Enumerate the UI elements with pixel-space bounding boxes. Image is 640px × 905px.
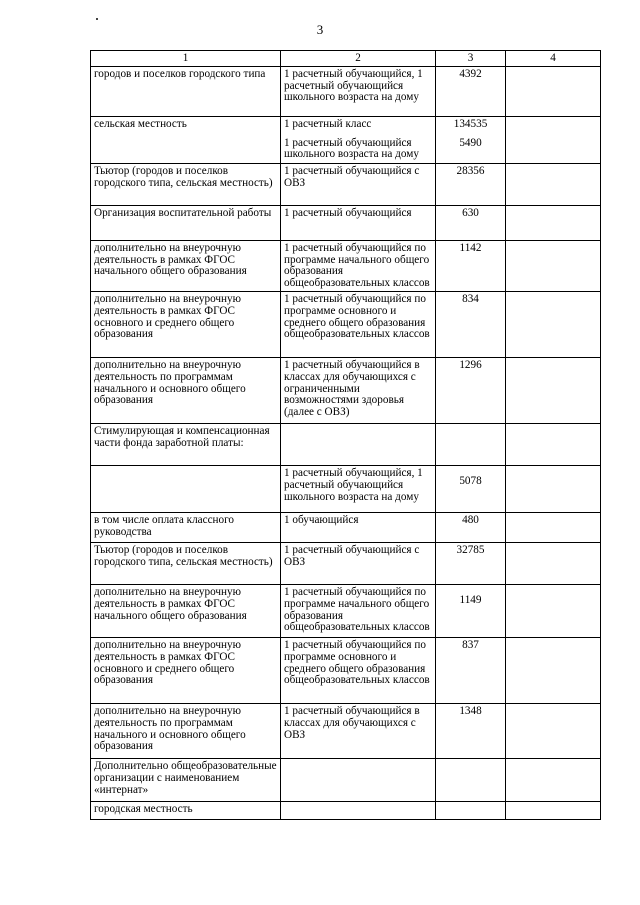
table-row — [91, 67, 601, 117]
row-col4 — [506, 638, 601, 704]
header-col-1: 1 — [91, 51, 281, 67]
row-col4 — [506, 424, 601, 466]
row-category: в том числе оплата классного руководства — [91, 513, 281, 543]
table-row — [91, 241, 601, 292]
row-value: 834 — [436, 292, 506, 358]
row-unit-line: 1 расчетный класс — [284, 118, 372, 130]
table-row — [91, 466, 601, 513]
table-header-row — [91, 51, 601, 67]
row-col4 — [506, 164, 601, 206]
table-row — [91, 292, 601, 358]
row-col4 — [506, 117, 601, 164]
row-category: городская местность — [91, 802, 281, 820]
row-category: дополнительно на внеурочную деятельность в рамках ФГОС основного и среднего общего образования — [91, 638, 281, 704]
row-col4 — [506, 543, 601, 585]
row-unit: 1 расчетный обучающийся, 1 расчетный обучающийся школьного возраста на дому — [281, 67, 436, 117]
row-value — [436, 802, 506, 820]
row-unit: 1 расчетный обучающийся по программе начального общего образования общеобразовательных классов — [281, 585, 436, 638]
row-unit — [281, 117, 436, 164]
table-row — [91, 585, 601, 638]
row-value: 630 — [436, 206, 506, 241]
row-unit — [281, 424, 436, 466]
row-value: 28356 — [436, 164, 506, 206]
row-unit: 1 расчетный обучающийся в классах для обучающихся с ограниченными возможностями здоровья (далее с ОВЗ) — [281, 358, 436, 424]
row-unit-line: 1 расчетный обучающийся школьного возраста на дому — [284, 136, 419, 161]
row-unit: 1 расчетный обучающийся по программе основного и среднего общего образования общеобразовательных классов — [281, 638, 436, 704]
row-category — [91, 466, 281, 513]
row-value: 480 — [436, 513, 506, 543]
row-value: 1142 — [436, 241, 506, 292]
table-row — [91, 358, 601, 424]
row-value — [436, 117, 506, 164]
row-value — [436, 585, 506, 638]
row-category: сельская местность — [91, 117, 281, 164]
row-unit: 1 расчетный обучающийся с ОВЗ — [281, 543, 436, 585]
row-category: дополнительно на внеурочную деятельность в рамках ФГОС начального общего образования — [91, 585, 281, 638]
row-unit: 1 расчетный обучающийся по программе начального общего образования общеобразовательных классов — [281, 241, 436, 292]
row-category: дополнительно на внеурочную деятельность в рамках ФГОС начального общего образования — [91, 241, 281, 292]
row-value-line: 5490 — [459, 136, 482, 149]
table-row — [91, 802, 601, 820]
row-unit: 1 расчетный обучающийся, 1 расчетный обучающийся школьного возраста на дому — [281, 466, 436, 513]
row-category: Дополнительно общеобразовательные организации с наименованием «интернат» — [91, 759, 281, 802]
row-unit: 1 обучающийся — [281, 513, 436, 543]
page-number: 3 — [316, 22, 324, 37]
row-col4 — [506, 206, 601, 241]
row-value-line: 134535 — [453, 118, 488, 130]
row-category: Стимулирующая и компенсационная части фонда заработной платы: — [91, 424, 281, 466]
scan-speck — [96, 18, 98, 20]
row-col4 — [506, 292, 601, 358]
row-value — [436, 759, 506, 802]
row-category: дополнительно на внеурочную деятельность по программам начального и основного общего образования — [91, 704, 281, 759]
row-category: Организация воспитательной работы — [91, 206, 281, 241]
row-unit — [281, 759, 436, 802]
row-value: 4392 — [436, 67, 506, 117]
table-row — [91, 759, 601, 802]
row-value: 32785 — [436, 543, 506, 585]
row-unit: 1 расчетный обучающийся с ОВЗ — [281, 164, 436, 206]
header-col-2: 2 — [281, 51, 436, 67]
budget-norms-table — [90, 50, 601, 820]
table-row — [91, 638, 601, 704]
table-row — [91, 117, 601, 164]
row-unit: 1 расчетный обучающийся в классах для обучающихся с ОВЗ — [281, 704, 436, 759]
table-row — [91, 543, 601, 585]
table-row — [91, 206, 601, 241]
row-value-line: 1149 — [459, 594, 482, 607]
row-value: 1296 — [436, 358, 506, 424]
table-row — [91, 513, 601, 543]
row-col4 — [506, 802, 601, 820]
row-col4 — [506, 466, 601, 513]
row-col4 — [506, 704, 601, 759]
row-unit — [281, 802, 436, 820]
header-col-4: 4 — [506, 51, 601, 67]
row-category: городов и поселков городского типа — [91, 67, 281, 117]
row-category: дополнительно на внеурочную деятельность в рамках ФГОС основного и среднего общего образования — [91, 292, 281, 358]
table-row — [91, 424, 601, 466]
row-col4 — [506, 513, 601, 543]
table-row — [91, 704, 601, 759]
row-category: Тьютор (городов и поселков городского типа, сельская местность) — [91, 164, 281, 206]
row-category: дополнительно на внеурочную деятельность по программам начального и основного общего образования — [91, 358, 281, 424]
row-col4 — [506, 759, 601, 802]
row-value — [436, 466, 506, 513]
row-col4 — [506, 358, 601, 424]
row-value: 837 — [436, 638, 506, 704]
row-value — [436, 424, 506, 466]
row-col4 — [506, 585, 601, 638]
row-category: Тьютор (городов и поселков городского типа, сельская местность) — [91, 543, 281, 585]
row-unit: 1 расчетный обучающийся — [281, 206, 436, 241]
row-col4 — [506, 241, 601, 292]
row-col4 — [506, 67, 601, 117]
row-value: 1348 — [436, 704, 506, 759]
header-col-3: 3 — [436, 51, 506, 67]
row-unit: 1 расчетный обучающийся по программе основного и среднего общего образования общеобразовательных классов — [281, 292, 436, 358]
row-value-line: 5078 — [459, 475, 482, 488]
table-row — [91, 164, 601, 206]
